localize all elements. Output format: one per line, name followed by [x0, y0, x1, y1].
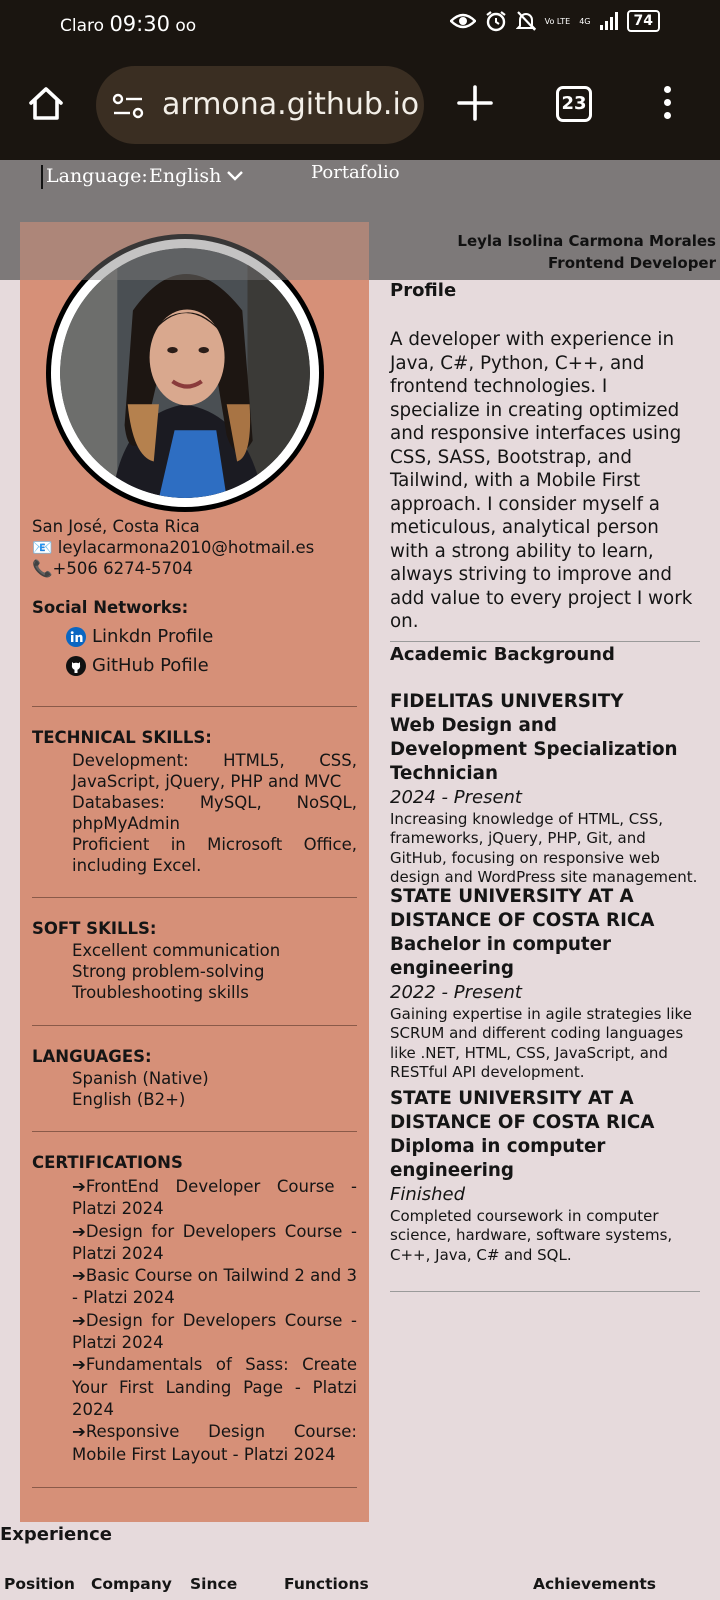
education-entry: [390, 690, 700, 888]
language-label: Language:: [46, 165, 148, 187]
divider: [390, 1291, 700, 1292]
location: San José, Costa Rica: [32, 517, 200, 536]
phone-row: [32, 558, 314, 579]
column-header-achievements: Achievements: [533, 1575, 656, 1593]
header-name: Leyla Isolina Carmona Morales: [457, 232, 716, 250]
phone-icon: 📞: [32, 559, 53, 578]
education-entry: [390, 1087, 700, 1265]
list-item: Databases: MySQL, NoSQL, phpMyAdmin: [72, 793, 357, 833]
technical-skills-list: [72, 750, 357, 876]
status-left: [60, 12, 196, 36]
github-link[interactable]: [66, 655, 209, 676]
email-row: [32, 537, 314, 558]
linkedin-label[interactable]: Linkdn Profile: [92, 626, 214, 647]
soft-skills-title: SOFT SKILLS:: [32, 919, 157, 938]
degree-name: Web Design and Development Specialization Technician: [390, 715, 678, 784]
list-item: Development: HTML5, CSS, JavaScript, jQuery, PHP and MVC: [72, 751, 357, 791]
nav-portfolio-link[interactable]: Portafolio: [311, 162, 400, 183]
status-icons: [450, 10, 660, 32]
profile-photo: [60, 248, 310, 498]
tab-switcher-button[interactable]: 23: [556, 86, 592, 122]
url-text[interactable]: armona.github.io: [162, 87, 420, 122]
email-icon: 📧: [32, 538, 58, 557]
clock: 09:30: [109, 12, 170, 36]
list-item: ➔Design for Developers Course - Platzi 2024: [72, 1310, 357, 1353]
voicemail-icon: oo: [175, 16, 197, 36]
languages-title: LANGUAGES:: [32, 1047, 152, 1066]
languages-list: [72, 1068, 357, 1110]
list-item: Excellent communication: [72, 941, 281, 960]
divider: [32, 706, 357, 707]
list-item: English (B2+): [72, 1090, 186, 1109]
list-item: Spanish (Native): [72, 1069, 209, 1088]
divider: [32, 1025, 357, 1026]
column-header-company: Company: [91, 1575, 172, 1593]
period: 2024 - Present: [390, 787, 522, 808]
list-item: ➔Design for Developers Course - Platzi 2024: [72, 1221, 357, 1263]
text-cursor: [41, 165, 43, 189]
list-item: ➔FrontEnd Developer Course - Platzi 2024: [72, 1177, 357, 1219]
linkedin-icon: [66, 627, 86, 647]
social-networks-title: Social Networks:: [32, 598, 189, 617]
divider: [32, 897, 357, 898]
description: Increasing knowledge of HTML, CSS, frameworks, jQuery, PHP, Git, and GitHub, focusing on responsive web design and WordPress site management.: [390, 810, 698, 887]
list-item: ➔Responsive Design Course: Mobile First Layout - Platzi 2024: [72, 1422, 357, 1464]
linkedin-link[interactable]: [66, 626, 213, 647]
browser-toolbar: [0, 46, 720, 160]
list-item: Troubleshooting skills: [72, 983, 249, 1002]
language-select[interactable]: English: [149, 165, 222, 187]
school-name: STATE UNIVERSITY AT A DISTANCE OF COSTA RICA: [390, 886, 655, 931]
alarm-icon: [485, 10, 507, 32]
network-label: 4G: [579, 16, 591, 26]
mute-bell-icon: [516, 10, 536, 32]
new-tab-icon[interactable]: [456, 84, 494, 122]
school-name: STATE UNIVERSITY AT A DISTANCE OF COSTA RICA: [390, 1088, 655, 1133]
divider: [390, 641, 700, 642]
home-icon[interactable]: [26, 84, 66, 124]
degree-name: Diploma in computer engineering: [390, 1136, 606, 1181]
period: Finished: [390, 1184, 466, 1205]
column-header-functions: Functions: [284, 1575, 369, 1593]
header-role: Frontend Developer: [548, 254, 716, 272]
technical-skills-title: TECHNICAL SKILLS:: [32, 728, 212, 747]
list-item: Strong problem-solving: [72, 962, 265, 981]
column-header-position: Position: [4, 1575, 75, 1593]
volte-label: Vo LTE: [544, 16, 571, 26]
sidebar: [20, 222, 369, 1522]
email-address[interactable]: leylacarmona2010@hotmail.es: [57, 538, 315, 557]
github-label[interactable]: GitHub Pofile: [92, 655, 209, 676]
site-settings-icon[interactable]: [112, 92, 144, 120]
certifications-title: CERTIFICATIONS: [32, 1153, 183, 1172]
battery-icon: 74: [627, 10, 660, 32]
github-icon: [66, 656, 86, 676]
profile-text: A developer with experience in Java, C#, Python, C++, and frontend technologies. I specialize in creating optimized and responsive interfaces using CSS, SASS, Bootstrap, and Tailwind, with a Mobile First approach. I consider myself a meticulous, analytical person with a strong ability to learn, always striving to improve and add value to every project I work on.: [390, 329, 693, 632]
education-entry: [390, 885, 700, 1083]
list-item: ➔Fundamentals of Sass: Create Your First Landing Page - Platzi 2024: [72, 1355, 357, 1419]
period: 2022 - Present: [390, 982, 522, 1003]
soft-skills-list: [72, 940, 357, 1003]
eye-icon: [450, 12, 476, 30]
academic-title: Academic Background: [390, 644, 615, 665]
description: Completed coursework in computer science, hardware, software systems, C++, Java, C# and SQL.: [390, 1207, 673, 1264]
contact-info: [32, 516, 314, 579]
status-bar: [0, 0, 720, 46]
list-item: ➔Basic Course on Tailwind 2 and 3 - Platzi 2024: [72, 1266, 357, 1308]
degree-name: Bachelor in computer engineering: [390, 934, 612, 979]
description: Gaining expertise in agile strategies like SCRUM and different coding languages like .NET, HTML, CSS, JavaScript, and RESTful API development.: [390, 1005, 692, 1082]
divider: [32, 1131, 357, 1132]
phone-number[interactable]: +506 6274-5704: [52, 559, 194, 578]
chevron-down-icon[interactable]: [226, 170, 244, 182]
header-overlay: [20, 222, 369, 280]
signal-icon: [600, 12, 618, 30]
certifications-list: [72, 1176, 357, 1466]
address-bar[interactable]: [96, 66, 424, 144]
overflow-menu-icon[interactable]: [662, 86, 672, 122]
school-name: FIDELITAS UNIVERSITY: [390, 691, 624, 712]
divider: [32, 1487, 357, 1488]
profile-title: Profile: [390, 280, 457, 301]
column-header-since: Since: [190, 1575, 238, 1593]
experience-title: Experience: [0, 1524, 112, 1545]
list-item: Proficient in Microsoft Office, including Excel.: [72, 835, 357, 875]
carrier-name: Claro: [60, 16, 105, 36]
